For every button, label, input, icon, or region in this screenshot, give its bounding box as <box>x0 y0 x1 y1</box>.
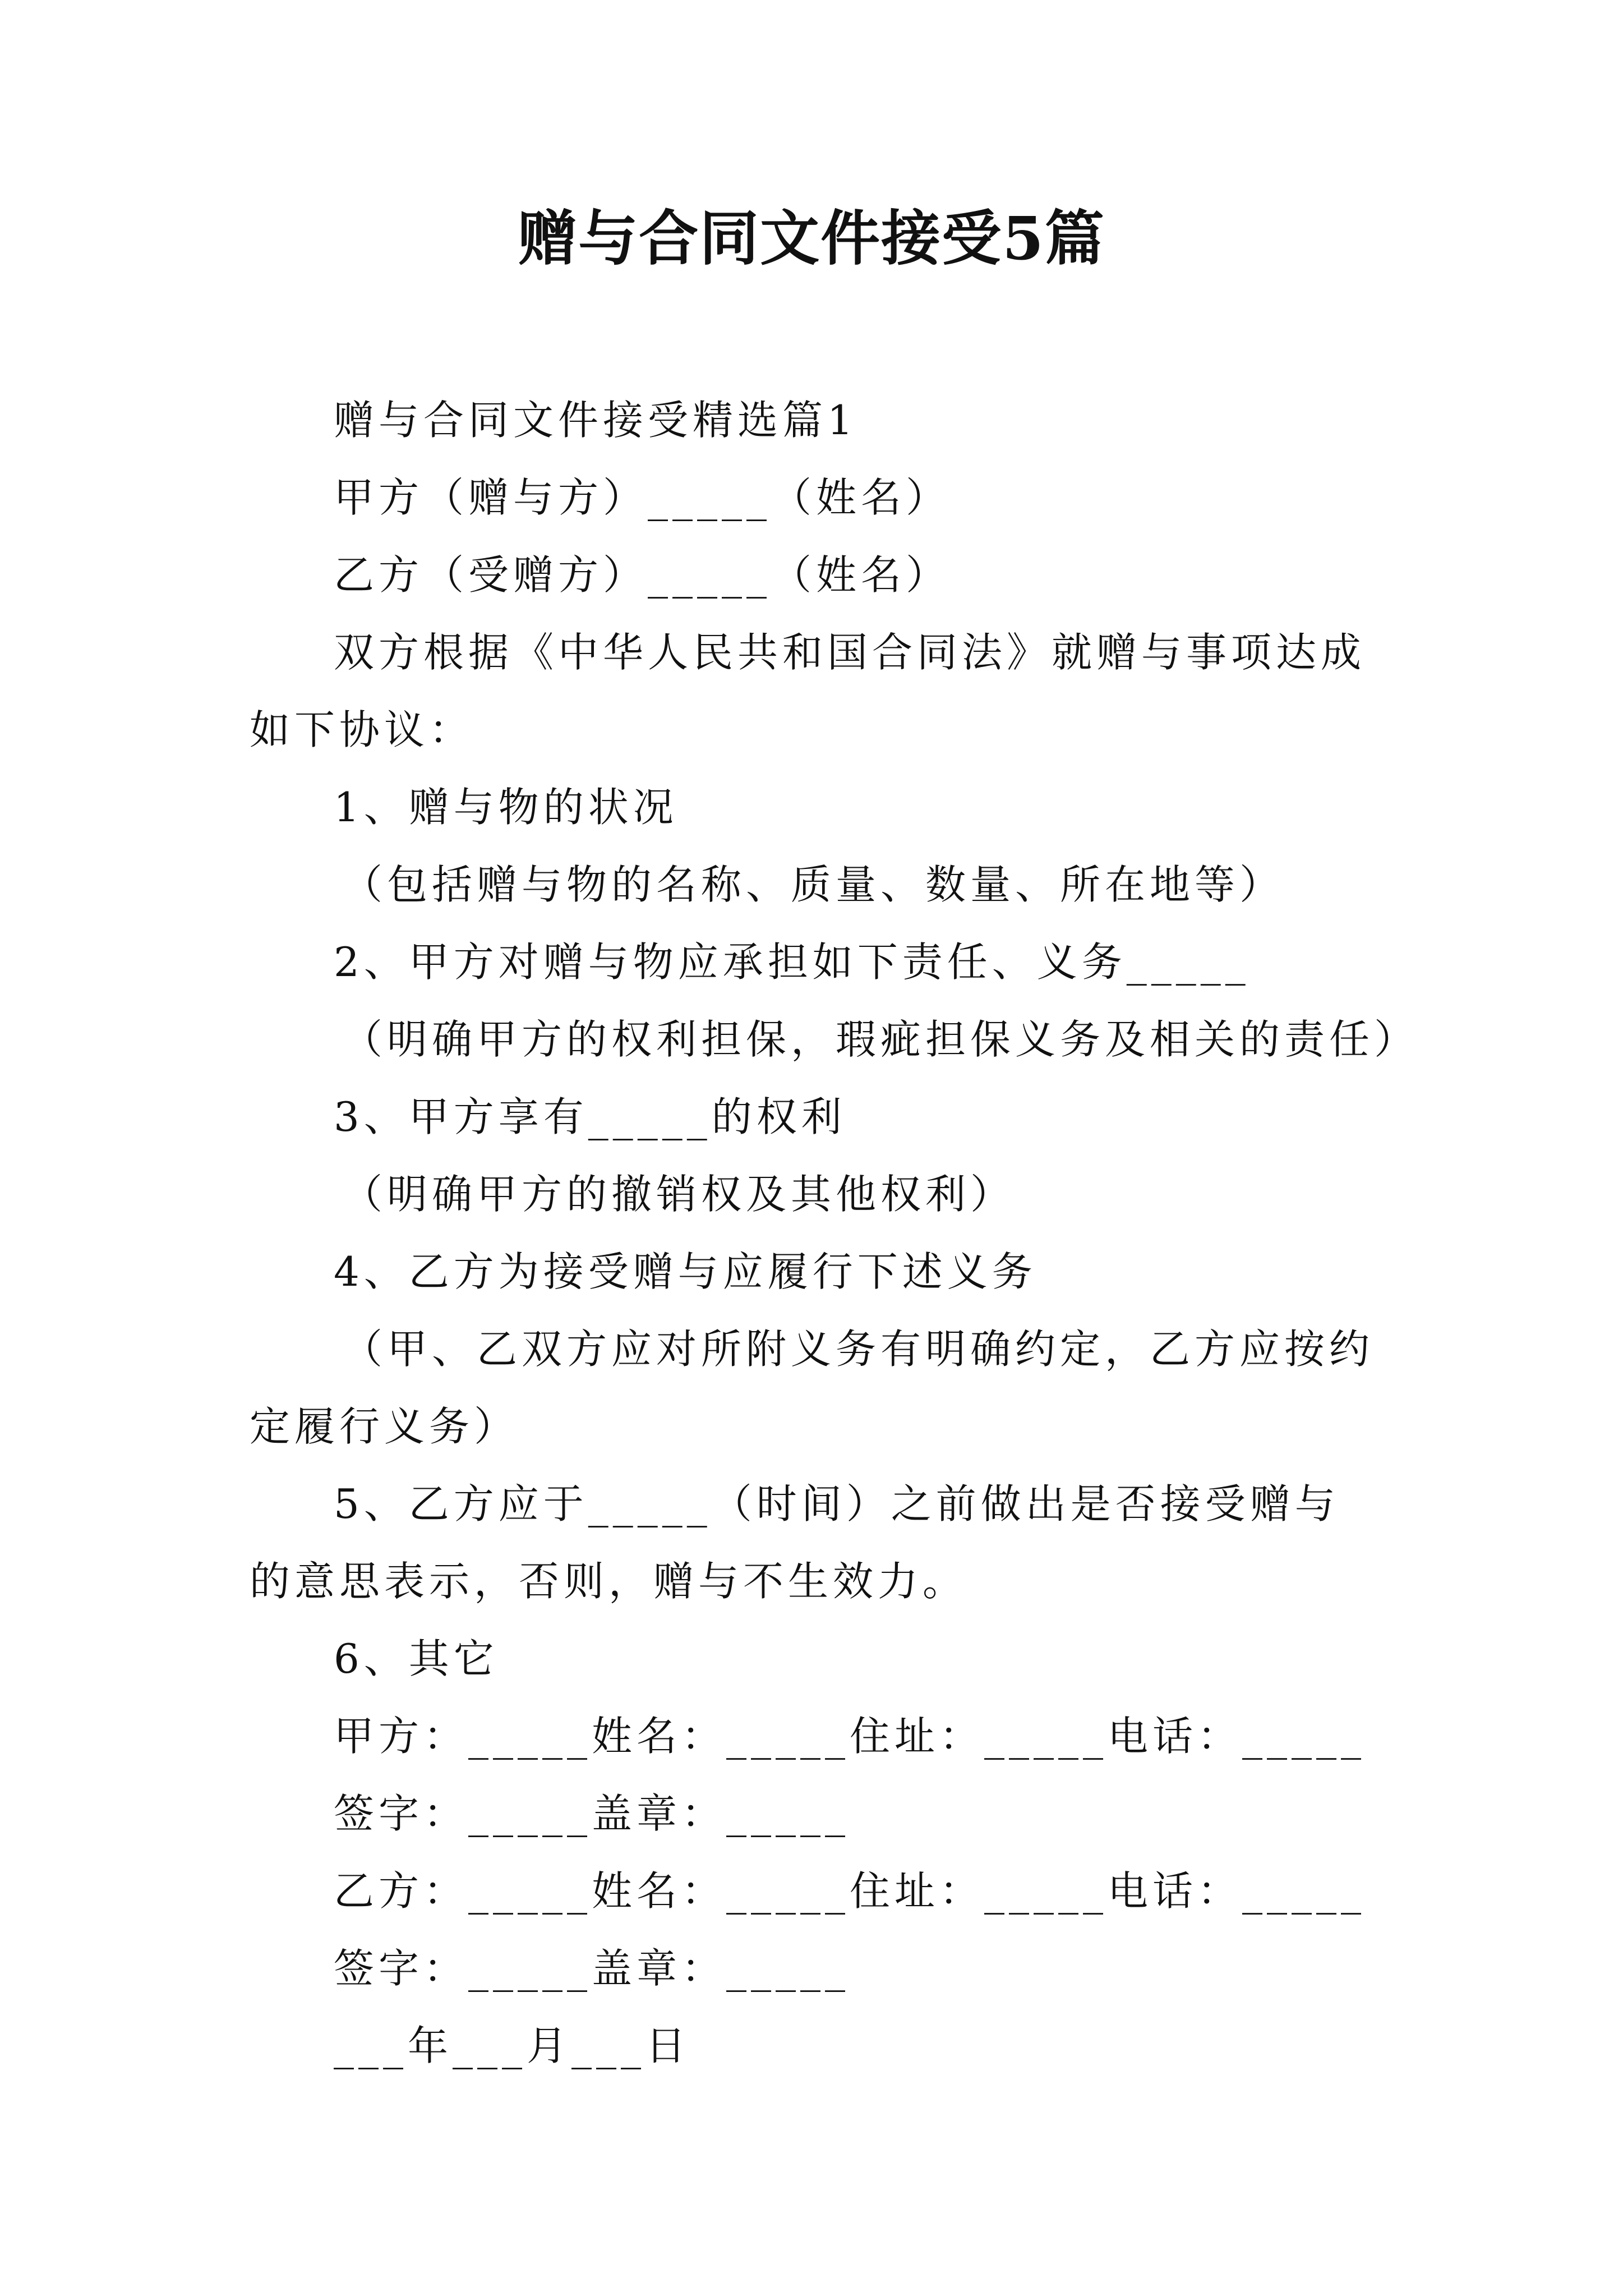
document-title: 赠与合同文件接受5篇 <box>518 203 1105 273</box>
clause-1-note: （包括赠与物的名称、质量、数量、所在地等） <box>342 861 1285 908</box>
party-b-signature-line: 签字：_____盖章：_____ <box>334 1945 850 1992</box>
clause-2: 2、甲方对赠与物应承担如下责任、义务_____ <box>334 938 1250 986</box>
clause-1: 1、赠与物的状况 <box>334 784 678 831</box>
clause-2-note: （明确甲方的权利担保，瑕疵担保义务及相关的责任） <box>342 1016 1419 1063</box>
party-b-info-line: 乙方：_____姓名：_____住址：_____电话：_____ <box>334 1867 1366 1915</box>
date-line: ___年___月___日 <box>334 2022 691 2069</box>
document-body <box>250 381 1419 2085</box>
party-a-line: 甲方（赠与方）_____（姓名） <box>334 474 951 521</box>
section-heading: 赠与合同文件接受精选篇1 <box>334 397 857 444</box>
clause-6: 6、其它 <box>334 1635 499 1682</box>
agreement-intro: 双方根据《中华人民共和国合同法》就赠与事项达成如下协议： <box>250 629 1366 753</box>
clause-5: 5、乙方应于_____（时间）之前做出是否接受赠与的意思表示，否则，赠与不生效力。 <box>250 1480 1340 1605</box>
clause-4-note: （甲、乙双方应对所附义务有明确约定，乙方应按约定履行义务） <box>250 1326 1375 1450</box>
clause-4: 4、乙方为接受赠与应履行下述义务 <box>334 1248 1037 1295</box>
party-b-line: 乙方（受赠方）_____（姓名） <box>334 551 951 599</box>
clause-3: 3、甲方享有_____的权利 <box>334 1093 846 1140</box>
party-a-info-line: 甲方：_____姓名：_____住址：_____电话：_____ <box>334 1713 1366 1760</box>
party-a-signature-line: 签字：_____盖章：_____ <box>334 1790 850 1837</box>
clause-3-note: （明确甲方的撤销权及其他权利） <box>342 1171 1016 1218</box>
